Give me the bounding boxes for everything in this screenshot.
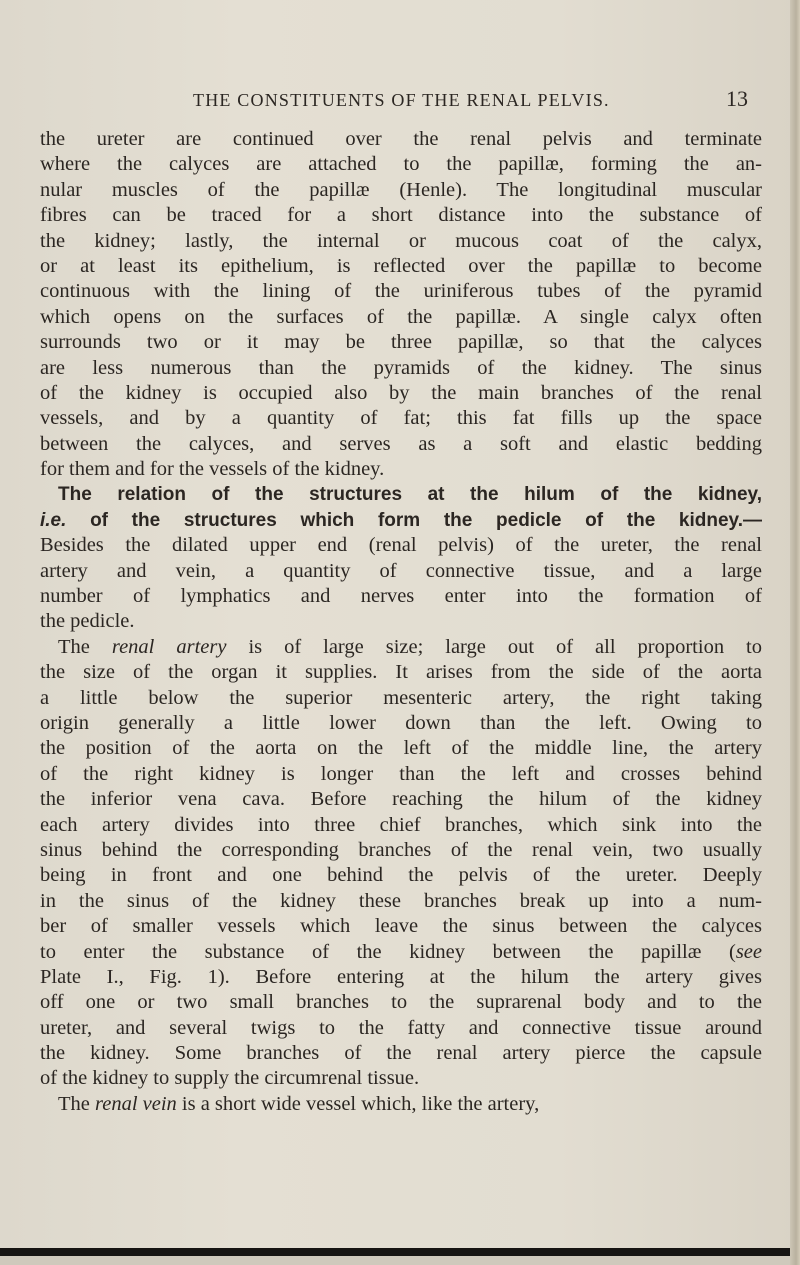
bottom-margin xyxy=(0,1256,795,1265)
text-line: the position of the aorta on the left of the middle line, the artery xyxy=(40,737,762,760)
page-header xyxy=(0,86,760,116)
text-line: the ureter are continued over the renal pelvis and terminate xyxy=(40,128,762,150)
text-fragment: The xyxy=(58,1092,90,1115)
text-line: in the sinus of the kidney these branches break up into a num- xyxy=(40,889,762,912)
text-line: ureter, and several twigs to the fatty and connective tissue around xyxy=(40,1016,762,1039)
text-line: a little below the superior mesenteric artery, the right taking xyxy=(40,686,762,709)
text-line: are less numerous than the pyramids of the kidney. The sinus xyxy=(40,356,762,379)
running-head: THE CONSTITUENTS OF THE RENAL PELVIS. xyxy=(193,90,610,110)
see-reference: see xyxy=(735,940,762,963)
text-line: fibres can be traced for a short distance into the substance of xyxy=(40,204,762,227)
text-line: being in front and one behind the pelvis of the ureter. Deeply xyxy=(40,864,762,887)
section-heading-line-2 xyxy=(40,508,762,533)
term-renal-vein: renal vein xyxy=(95,1092,177,1115)
text-fragment: is of large size; large out of all proportion to xyxy=(248,635,762,658)
text-fragment: to enter the substance of the kidney between the papillæ ( xyxy=(40,940,736,963)
text-line: of the kidney to supply the circumrenal tissue. xyxy=(40,1067,420,1090)
bottom-shadow-rule xyxy=(0,1248,795,1256)
paragraph-calyces xyxy=(40,127,762,482)
text-line: of the right kidney is longer than the left and crosses behind xyxy=(40,762,762,785)
text-line: Besides the dilated upper end (renal pelvis) of the ureter, the renal xyxy=(40,534,762,557)
text-fragment: is a short wide vessel which, like the artery, xyxy=(181,1092,540,1115)
heading-ie: i.e. xyxy=(40,509,67,531)
text-line: the size of the organ it supplies. It arises from the side of the aorta xyxy=(40,661,762,684)
text-line: vessels, and by a quantity of fat; this fat fills up the space xyxy=(40,407,762,430)
heading-line-2-text: of the structures which form the pedicle of the kidney.— xyxy=(90,509,762,531)
section-heading-line-1: The relation of the structures at the hilum of the kidney, xyxy=(58,484,762,506)
text-line: for them and for the vessels of the kidney. xyxy=(40,458,385,481)
paragraph-renal-artery-continued xyxy=(40,965,762,1092)
text-line: which opens on the surfaces of the papillæ. A single calyx often xyxy=(40,305,762,328)
text-line-see-plate xyxy=(40,940,762,965)
body-text xyxy=(40,127,762,1117)
text-line: off one or two small branches to the suprarenal body and to the xyxy=(40,991,762,1014)
text-line: continuous with the lining of the uriniferous tubes of the pyramid xyxy=(40,280,762,303)
paragraph-renal-artery xyxy=(40,660,762,939)
text-line: the pedicle. xyxy=(40,610,135,633)
text-line: or at least its epithelium, is reflected over the papillæ to become xyxy=(40,254,762,277)
text-line: where the calyces are attached to the papillæ, forming the an- xyxy=(40,153,762,176)
text-line: each artery divides into three chief branches, which sink into the xyxy=(40,813,762,836)
text-line: of the kidney is occupied also by the main branches of the renal xyxy=(40,381,762,404)
text-line: the kidney; lastly, the internal or mucous coat of the calyx, xyxy=(40,229,762,252)
text-line: the kidney. Some branches of the renal artery pierce the capsule xyxy=(40,1042,762,1065)
page-edge xyxy=(790,0,800,1265)
text-line: origin generally a little lower down than the left. Owing to xyxy=(40,711,762,734)
paragraph-renal-artery-first-line xyxy=(40,635,762,660)
text-fragment: The xyxy=(58,635,90,658)
text-line: nular muscles of the papillæ (Henle). The longitudinal muscular xyxy=(40,178,762,201)
text-line: Plate I., Fig. 1). Before entering at the hilum the artery gives xyxy=(40,965,762,988)
term-renal-artery: renal artery xyxy=(111,635,227,658)
paragraph-renal-vein-first-line xyxy=(40,1092,762,1117)
text-line: artery and vein, a quantity of connective tissue, and a large xyxy=(40,559,762,582)
paragraph-pedicle xyxy=(40,533,762,635)
text-line: between the calyces, and serves as a soft and elastic bedding xyxy=(40,432,762,455)
text-line: ber of smaller vessels which leave the sinus between the calyces xyxy=(40,915,762,938)
page-number: 13 xyxy=(726,86,748,111)
text-line: surrounds two or it may be three papillæ, so that the calyces xyxy=(40,331,762,354)
text-line: sinus behind the corresponding branches of the renal vein, two usually xyxy=(40,838,762,861)
text-line: the inferior vena cava. Before reaching the hilum of the kidney xyxy=(40,788,762,811)
text-line: number of lymphatics and nerves enter into the formation of xyxy=(40,585,762,608)
